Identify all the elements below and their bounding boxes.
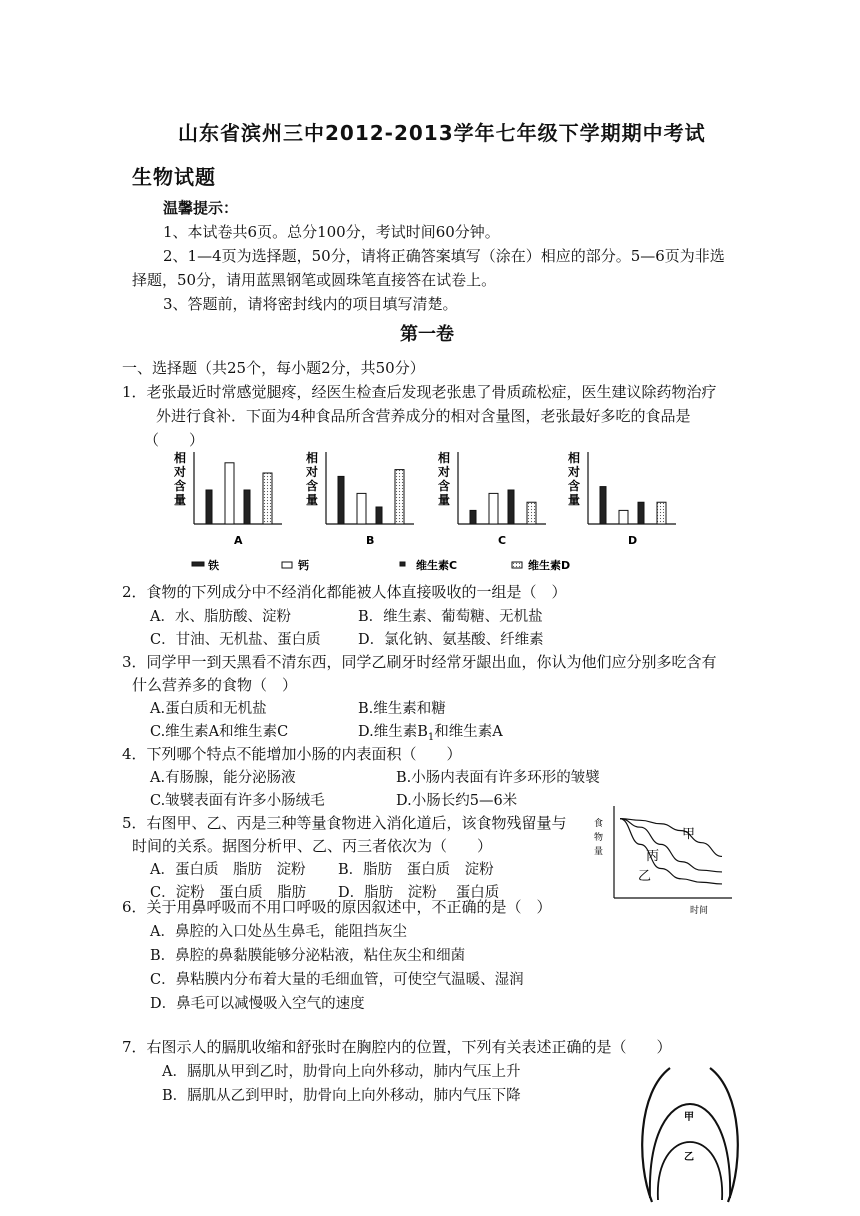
q7-option-b: B．膈肌从乙到甲时，肋骨向上向外移动，肺内气压下降	[162, 1088, 521, 1104]
y-axis-label-char: 量	[568, 493, 581, 507]
bar-a-series-0	[206, 490, 212, 524]
q2-option-d: D．氯化钠、氨基酸、纤维素	[358, 632, 544, 648]
bar-b-series-3	[395, 470, 404, 524]
bar-c-series-1	[489, 493, 498, 524]
legend-label: 维生素C	[416, 559, 458, 572]
q1-line-1: 1．老张最近时常感觉腿疼，经医生检查后发现老张患了骨质疏松症，医生建议除药物治疗	[122, 383, 717, 401]
q5-line-1: 5．右图甲、乙、丙是三种等量食物进入消化道后，该食物残留量与	[122, 814, 567, 832]
q5-option-d: D．脂肪 淀粉 蛋白质	[338, 885, 500, 901]
q4-stem: 4．下列哪个特点不能增加小肠的内表面积（ ）	[122, 745, 462, 763]
bar-panel-c	[437, 450, 546, 547]
y-axis-label-char: 量	[174, 493, 187, 507]
panel-label: C	[498, 534, 507, 547]
bar-c-series-3	[527, 502, 536, 524]
legend-swatch	[192, 562, 204, 566]
x-axis-label: 时间	[690, 906, 709, 916]
legend-swatch	[512, 562, 522, 568]
q4-option-a: A.有肠腺，能分泌肠液	[150, 770, 296, 786]
curve-label-jia: 甲	[682, 827, 696, 842]
bar-a-series-1	[225, 463, 234, 524]
bar-d-series-0	[600, 487, 606, 524]
bar-a-series-2	[244, 490, 250, 524]
nutrient-bar-chart	[170, 448, 690, 578]
legend-label: 铁	[208, 559, 219, 572]
y-axis-label-char: 量	[306, 493, 319, 507]
q5-option-b: B．脂肪 蛋白质 淀粉	[338, 862, 494, 878]
q2-stem: 2．食物的下列成分中不经消化都能被人体直接吸收的一组是（ ）	[122, 583, 567, 601]
y-axis-label-char: 对	[568, 465, 581, 479]
bar-panel-a	[173, 450, 282, 547]
bar-b-series-1	[357, 493, 366, 524]
legend-swatch	[282, 562, 292, 568]
bar-d-series-2	[638, 502, 644, 524]
tips-line-1: 1、本试卷共6页。总分100分，考试时间60分钟。	[163, 223, 500, 241]
bar-c-series-0	[470, 510, 476, 524]
y-axis-label-char: 含	[174, 479, 187, 493]
q3-option-a: A.蛋白质和无机盐	[150, 701, 267, 717]
q3-option-d: D.维生素$B_1$和维生素A	[358, 724, 503, 743]
q1-line-2: 外进行食补．下面为4种食品所含营养成分的相对含量图，老张最好多吃的食品是	[156, 407, 691, 425]
q6-option-b: B．鼻腔的鼻黏膜能够分泌粘液，粘住灰尘和细菌	[150, 948, 466, 964]
q6-stem: 6．关于用鼻呼吸而不用口呼吸的原因叙述中，不正确的是（ ）	[122, 898, 552, 916]
curve-label-bing: 丙	[646, 849, 660, 864]
q3-option-c: C.维生素A和维生素C	[150, 724, 289, 740]
legend-swatch	[400, 562, 405, 566]
exam-subtitle: 生物试题	[132, 165, 216, 189]
y-axis-label-char: 相	[568, 451, 581, 465]
q5-line-2: 时间的关系。据图分析甲、乙、丙三者依次为（ ）	[132, 837, 493, 855]
y-axis-label-char: 相	[306, 451, 319, 465]
bar-a-series-3	[263, 473, 272, 524]
q1-line-3: （ ）	[144, 431, 205, 449]
bar-panel-b	[305, 450, 414, 547]
y-axis-label-char: 含	[438, 479, 451, 493]
q3-line-1: 3．同学甲一到天黑看不清东西，同学乙刷牙时经常牙龈出血，你认为他们应分别多吃含有	[122, 653, 717, 671]
q2-option-b: B．维生素、葡萄糖、无机盐	[358, 609, 543, 625]
curve-1	[620, 819, 722, 884]
panel-label: A	[234, 534, 243, 547]
exam-title: 山东省滨州三中2012-2013学年七年级下学期期中考试	[178, 121, 706, 145]
q2-option-a: A．水、脂肪酸、淀粉	[150, 609, 291, 625]
legend-item-1	[282, 558, 309, 572]
legend-item-3	[512, 558, 570, 572]
tips-line-2a: 2、1—4页为选择题，50分，请将正确答案填写（涂在）相应的部分。5—6页为非选	[163, 247, 725, 265]
tips-heading: 温馨提示：	[163, 199, 239, 217]
legend-label: 钙	[298, 559, 309, 572]
q5-option-a: A．蛋白质 脂肪 淀粉	[150, 862, 306, 878]
bar-b-series-0	[338, 476, 344, 524]
tips-line-3: 3、答题前，请将密封线内的项目填写清楚。	[163, 295, 458, 313]
panel-label: D	[628, 534, 638, 547]
y-axis-label-char: 对	[438, 465, 451, 479]
diaphragm-diagram	[630, 1062, 750, 1212]
q6-option-c: C．鼻粘膜内分布着大量的毛细血管，可使空气温暖、湿润	[150, 972, 524, 988]
q3-line-2: 什么营养多的食物（ ）	[132, 676, 298, 694]
y-axis-label-char: 相	[174, 451, 187, 465]
legend-item-0	[192, 558, 219, 572]
q7-stem: 7．右图示人的膈肌收缩和舒张时在胸腔内的位置，下列有关表述正确的是（ ）	[122, 1038, 672, 1056]
diagram-label-jia: 甲	[684, 1112, 694, 1123]
section-intro: 一、选择题（共25个，每小题2分，共50分）	[122, 359, 425, 377]
tips-line-2b: 择题，50分，请用蓝黑钢笔或圆珠笔直接答在试卷上。	[132, 271, 497, 289]
digestion-line-chart	[590, 800, 740, 918]
q6-option-a: A．鼻腔的入口处丛生鼻毛，能阻挡灰尘	[150, 924, 407, 940]
legend-item-2	[400, 558, 457, 572]
q7-option-a: A．膈肌从甲到乙时，肋骨向上向外移动，肺内气压上升	[162, 1064, 521, 1080]
legend-label: 维生素D	[528, 559, 571, 572]
bar-c-series-2	[508, 490, 514, 524]
y-axis-label-char: 物	[594, 833, 604, 843]
q6-option-d: D．鼻毛可以减慢吸入空气的速度	[150, 996, 365, 1012]
curve-0	[620, 819, 722, 857]
q4-option-d: D.小肠长约5—6米	[396, 793, 518, 809]
diagram-label-yi: 乙	[684, 1152, 694, 1163]
y-axis-label-char: 对	[306, 465, 319, 479]
y-axis-label-char: 食	[594, 819, 604, 829]
q4-option-c: C.皱襞表面有许多小肠绒毛	[150, 793, 325, 809]
q5-option-c: C．淀粉 蛋白质 脂肪	[150, 885, 307, 901]
bar-b-series-2	[376, 507, 382, 524]
y-axis-label-char: 对	[174, 465, 187, 479]
y-axis-label-char: 含	[568, 479, 581, 493]
curve-label-yi: 乙	[638, 869, 652, 884]
section-title: 第一卷	[400, 324, 454, 345]
q3-option-b: B.维生素和糖	[358, 701, 446, 717]
q4-option-b: B.小肠内表面有许多环形的皱襞	[396, 770, 600, 786]
y-axis-label-char: 含	[306, 479, 319, 493]
bar-d-series-3	[657, 502, 666, 524]
panel-label: B	[366, 534, 375, 547]
y-axis-label-char: 量	[438, 493, 451, 507]
q2-option-c: C．甘油、无机盐、蛋白质	[150, 632, 321, 648]
y-axis-label-char: 相	[438, 451, 451, 465]
bar-panel-d	[567, 450, 676, 547]
bar-d-series-1	[619, 510, 628, 524]
y-axis-label-char: 量	[594, 847, 604, 857]
